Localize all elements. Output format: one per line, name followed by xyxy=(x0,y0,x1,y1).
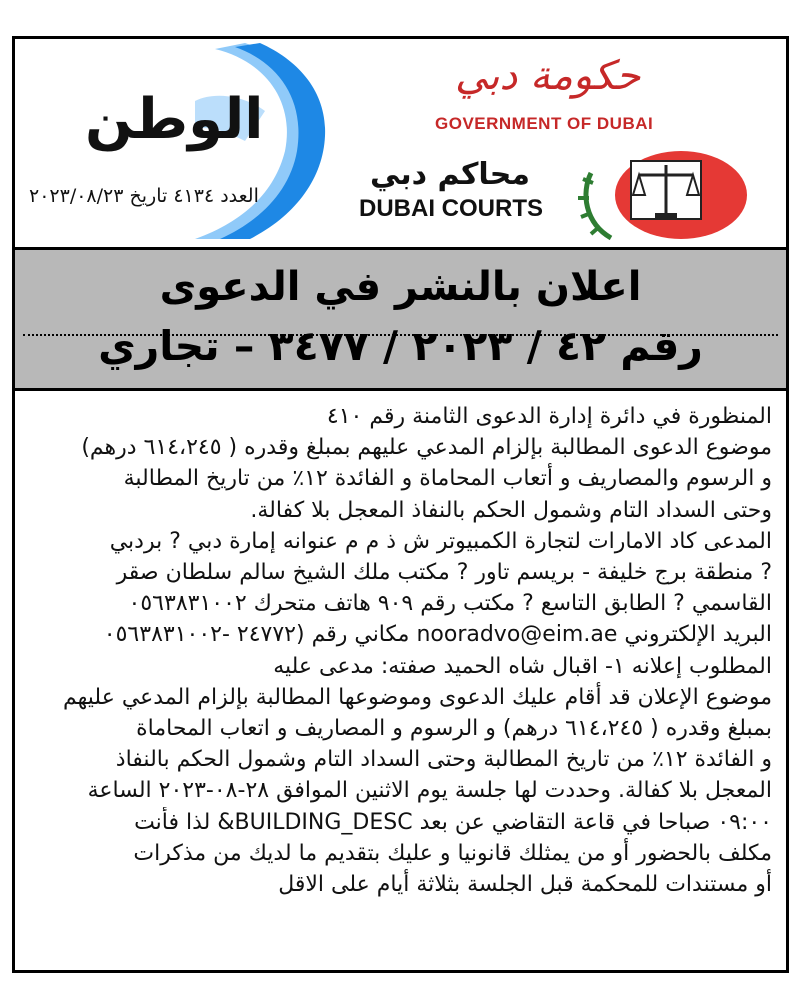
issue-line: العدد ٤١٣٤ تاريخ ٢٠٢٣/٠٨/٢٣ xyxy=(29,185,259,207)
case-number: رقم ٤٢ / ٢٠٢٣ / ٣٤٧٧ – تجاري xyxy=(98,322,703,370)
notice-frame xyxy=(12,36,789,973)
body-line: مكلف بالحضور أو من يمثلك قانونيا و عليك بتقديم ما لديك من مذكرات xyxy=(133,840,772,866)
courts-name-arabic: محاكم دبي xyxy=(370,157,530,192)
notice-title-band xyxy=(15,247,786,391)
government-logo-english: GOVERNMENT OF DUBAI xyxy=(435,114,654,133)
body-line: موضوع الإعلان قد أقام عليك الدعوى وموضوعها المطالبة بإلزام المدعي عليهم xyxy=(63,684,772,710)
body-line: وحتى السداد التام وشمول الحكم بالنفاذ المعجل بلا كفالة. xyxy=(250,497,772,523)
body-line: و الفائدة ١٢٪ من تاريخ المطالبة وحتى السداد التام وشمول الحكم بالنفاذ xyxy=(115,747,772,773)
body-line: المنظورة في دائرة إدارة الدعوى الثامنة رقم ٤١٠ xyxy=(326,404,772,429)
body-line: ٠٩:٠٠ صباحا في قاعة التقاضي عن بعد BUILDING_DESC& لذا فأنت xyxy=(134,809,772,835)
newspaper-name: الوطن xyxy=(85,87,264,152)
body-line: بمبلغ وقدره ( ٦١٤،٢٤٥ درهم) و الرسوم و المصاريف و اتعاب المحاماة xyxy=(136,716,772,742)
body-line: موضوع الدعوى المطالبة بإلزام المدعي عليهم بمبلغ وقدره ( ٦١٤،٢٤٥ درهم) xyxy=(81,435,772,461)
notice-header xyxy=(15,39,786,247)
body-line: و الرسوم والمصاريف و أتعاب المحاماة و الفائدة ١٢٪ من تاريخ المطالبة xyxy=(123,466,772,492)
body-line: أو مستندات للمحكمة قبل الجلسة بثلاثة أيام على الاقل xyxy=(278,872,772,898)
body-line: ? منطقة برج خليفة - بريسم تاور ? مكتب ملك الشيخ سالم سلطان صقر xyxy=(116,560,772,586)
body-line: المطلوب إعلانه ١- اقبال شاه الحميد صفته: مدعى عليه xyxy=(273,653,772,679)
notice-title: اعلان بالنشر في الدعوى xyxy=(159,264,642,310)
body-line: البريد الإلكتروني nooradvo@eim.ae مكاني رقم (٢٤٧٧٢ -٠٥٦٣٨٣١٠٠٢ xyxy=(103,622,772,648)
body-line: المعجل بلا كفالة. وحددت لها جلسة يوم الاثنين الموافق ٢٨-٠٨-٢٠٢٣ الساعة xyxy=(87,778,772,804)
courts-name-english: DUBAI COURTS xyxy=(359,195,543,222)
notice-body xyxy=(25,401,772,900)
government-logo-arabic: حكومة دبي xyxy=(455,53,641,99)
body-line: القاسمي ? الطابق التاسع ? مكتب رقم ٩٠٩ هاتف متحرك ٠٥٦٣٨٣١٠٠٢ xyxy=(128,591,772,617)
scales-of-justice-icon xyxy=(571,143,751,243)
body-line: المدعى كاد الامارات لتجارة الكمبيوتر ش ذ م م عنوانه إمارة دبي ? بردبي xyxy=(109,528,772,554)
